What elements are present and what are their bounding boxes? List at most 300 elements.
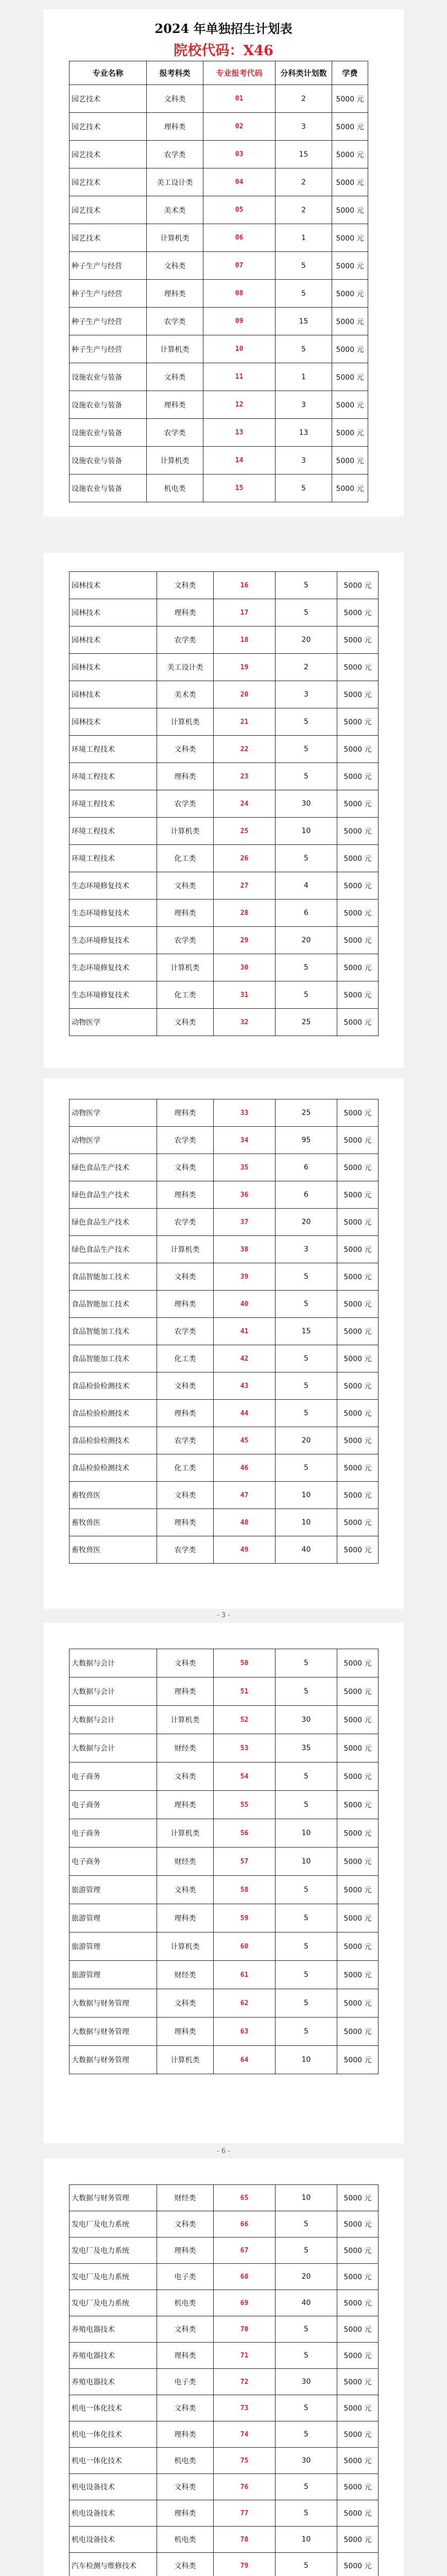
cell-code: 29	[214, 927, 276, 954]
cell-category: 文科类	[157, 1649, 214, 1677]
cell-major: 环境工程技术	[70, 763, 157, 790]
cell-major: 生态环境修复技术	[70, 927, 157, 954]
cell-major: 生态环境修复技术	[70, 872, 157, 900]
cell-plan: 3	[276, 391, 332, 419]
table-row	[70, 1933, 379, 1961]
table-row	[70, 818, 379, 845]
cell-fee: 5000 元	[337, 954, 379, 981]
cell-major: 绿色食品生产技术	[70, 1181, 157, 1209]
cell-fee: 5000 元	[332, 85, 368, 113]
cell-category: 化工类	[157, 845, 214, 872]
cell-plan: 5	[276, 280, 332, 308]
cell-plan: 1	[276, 224, 332, 252]
table-row	[70, 1009, 379, 1036]
cell-major: 动物医学	[70, 1099, 157, 1127]
cell-category: 理科类	[157, 763, 214, 790]
cell-major: 电子商务	[70, 1848, 157, 1876]
cell-code: 37	[214, 1209, 276, 1236]
cell-plan: 10	[276, 818, 337, 845]
cell-category: 财经类	[157, 1848, 214, 1876]
table-row	[70, 2046, 379, 2074]
cell-category: 计算机类	[157, 818, 214, 845]
cell-fee: 5000 元	[337, 2238, 379, 2264]
cell-code: 48	[214, 1509, 276, 1536]
cell-code: 63	[214, 2018, 276, 2046]
cell-major: 机电一体化技术	[70, 2395, 157, 2421]
cell-plan: 6	[276, 900, 337, 927]
cell-fee: 5000 元	[337, 2474, 379, 2500]
cell-category: 理科类	[157, 1400, 214, 1427]
cell-plan: 2	[276, 168, 332, 196]
cell-major: 电子商务	[70, 1791, 157, 1819]
cell-fee: 5000 元	[332, 280, 368, 308]
cell-fee: 5000 元	[337, 1649, 379, 1677]
cell-fee: 5000 元	[337, 2264, 379, 2290]
table-row	[70, 1154, 379, 1181]
cell-plan: 30	[276, 2448, 337, 2474]
cell-fee: 5000 元	[332, 252, 368, 280]
cell-major: 大数据与财务管理	[70, 2046, 157, 2074]
cell-fee: 5000 元	[337, 1791, 379, 1819]
cell-category: 计算机类	[157, 1819, 214, 1848]
cell-category: 计算机类	[147, 447, 203, 474]
cell-fee: 5000 元	[337, 1236, 379, 1263]
table-row	[70, 224, 368, 252]
cell-plan: 5	[276, 2500, 337, 2527]
cell-major: 设施农业与装备	[70, 447, 147, 474]
cell-category: 文科类	[157, 1762, 214, 1791]
cell-code: 75	[214, 2448, 276, 2474]
cell-category: 文科类	[157, 872, 214, 900]
page-number: - 6 -	[217, 2147, 230, 2155]
cell-code: 33	[214, 1099, 276, 1127]
cell-fee: 5000 元	[332, 363, 368, 391]
table-row	[70, 308, 368, 335]
cell-plan: 40	[276, 2290, 337, 2316]
cell-category: 理科类	[157, 1181, 214, 1209]
document-page-5	[43, 2159, 404, 2576]
cell-fee: 5000 元	[337, 1009, 379, 1036]
table-row	[70, 2343, 379, 2369]
cell-major: 设施农业与装备	[70, 363, 147, 391]
cell-code: 56	[214, 1819, 276, 1848]
cell-major: 设施农业与装备	[70, 419, 147, 447]
cell-code: 53	[214, 1734, 276, 1762]
table-row	[70, 572, 379, 599]
cell-code: 50	[214, 1649, 276, 1677]
cell-fee: 5000 元	[332, 391, 368, 419]
cell-major: 大数据与会计	[70, 1649, 157, 1677]
cell-fee: 5000 元	[337, 708, 379, 736]
cell-code: 61	[214, 1961, 276, 1989]
cell-major: 发电厂及电力系统	[70, 2238, 157, 2264]
table-row	[70, 2185, 379, 2211]
cell-category: 农学类	[157, 1536, 214, 1564]
cell-category: 农学类	[157, 1209, 214, 1236]
cell-plan: 1	[276, 363, 332, 391]
cell-major: 机电设备技术	[70, 2474, 157, 2500]
cell-plan: 5	[276, 2553, 337, 2576]
table-row	[70, 1848, 379, 1876]
cell-code: 65	[214, 2185, 276, 2211]
cell-code: 15	[203, 474, 276, 502]
table-row	[70, 763, 379, 790]
cell-plan: 35	[276, 1734, 337, 1762]
cell-category: 美术类	[147, 196, 203, 224]
table-row	[70, 419, 368, 447]
cell-code: 47	[214, 1482, 276, 1509]
cell-category: 文科类	[157, 1154, 214, 1181]
table-row	[70, 1649, 379, 1677]
table-row	[70, 252, 368, 280]
cell-category: 计算机类	[157, 954, 214, 981]
cell-major: 种子生产与经营	[70, 308, 147, 335]
table-row	[70, 2290, 379, 2316]
cell-category: 文科类	[147, 252, 203, 280]
table-row	[70, 1209, 379, 1236]
document-page-2	[43, 553, 404, 1068]
table-row	[70, 1536, 379, 1564]
cell-code: 30	[214, 954, 276, 981]
cell-category: 财经类	[157, 2185, 214, 2211]
cell-fee: 5000 元	[332, 168, 368, 196]
cell-code: 27	[214, 872, 276, 900]
cell-category: 美工设计类	[147, 168, 203, 196]
table-row	[70, 1400, 379, 1427]
cell-fee: 5000 元	[337, 2448, 379, 2474]
cell-category: 理科类	[157, 1509, 214, 1536]
cell-code: 34	[214, 1127, 276, 1154]
table-row	[70, 1509, 379, 1536]
table-row	[70, 1318, 379, 1345]
cell-major: 旅游管理	[70, 1904, 157, 1933]
table-row	[70, 1427, 379, 1454]
table-row	[70, 1099, 379, 1127]
cell-fee: 5000 元	[332, 196, 368, 224]
cell-fee: 5000 元	[337, 1876, 379, 1904]
cell-major: 发电厂及电力系统	[70, 2211, 157, 2238]
cell-fee: 5000 元	[337, 790, 379, 818]
cell-category: 理科类	[147, 113, 203, 141]
cell-code: 71	[214, 2343, 276, 2369]
cell-code: 79	[214, 2553, 276, 2576]
table-row	[70, 447, 368, 474]
cell-major: 食品智能加工技术	[70, 1318, 157, 1345]
cell-plan: 5	[276, 1876, 337, 1904]
cell-code: 44	[214, 1400, 276, 1427]
cell-plan: 30	[276, 2369, 337, 2395]
cell-major: 汽车检测与维修技术	[70, 2553, 157, 2576]
cell-major: 大数据与财务管理	[70, 1989, 157, 2018]
cell-plan: 5	[276, 2343, 337, 2369]
cell-plan: 20	[276, 927, 337, 954]
enrollment-table	[69, 1099, 379, 1564]
enrollment-table	[69, 571, 379, 1036]
cell-fee: 5000 元	[332, 447, 368, 474]
cell-major: 园艺技术	[70, 85, 147, 113]
cell-plan: 5	[276, 1263, 337, 1291]
cell-code: 26	[214, 845, 276, 872]
cell-fee: 5000 元	[337, 818, 379, 845]
table-row	[70, 2474, 379, 2500]
cell-plan: 5	[276, 2421, 337, 2448]
cell-major: 环境工程技术	[70, 818, 157, 845]
cell-code: 41	[214, 1318, 276, 1345]
cell-category: 计算机类	[157, 2046, 214, 2074]
cell-plan: 3	[276, 447, 332, 474]
cell-category: 农学类	[147, 141, 203, 168]
table-row	[70, 1904, 379, 1933]
cell-plan: 5	[276, 2395, 337, 2421]
cell-fee: 5000 元	[337, 1482, 379, 1509]
table-row	[70, 2238, 379, 2264]
cell-category: 文科类	[147, 363, 203, 391]
cell-plan: 5	[276, 2018, 337, 2046]
cell-code: 52	[214, 1706, 276, 1734]
cell-plan: 5	[276, 599, 337, 626]
cell-code: 70	[214, 2316, 276, 2343]
cell-code: 16	[214, 572, 276, 599]
cell-plan: 5	[276, 1762, 337, 1791]
cell-plan: 5	[276, 2238, 337, 2264]
cell-fee: 5000 元	[337, 1706, 379, 1734]
cell-code: 28	[214, 900, 276, 927]
cell-fee: 5000 元	[337, 1345, 379, 1372]
cell-code: 21	[214, 708, 276, 736]
table-row	[70, 168, 368, 196]
cell-code: 38	[214, 1236, 276, 1263]
cell-plan: 15	[276, 1318, 337, 1345]
cell-major: 园林技术	[70, 572, 157, 599]
table-row	[70, 1762, 379, 1791]
cell-category: 理科类	[157, 2238, 214, 2264]
cell-code: 25	[214, 818, 276, 845]
enrollment-table	[69, 1649, 379, 2074]
cell-fee: 5000 元	[332, 474, 368, 502]
cell-code: 35	[214, 1154, 276, 1181]
cell-major: 园林技术	[70, 708, 157, 736]
cell-code: 20	[214, 681, 276, 708]
cell-plan: 2	[276, 654, 337, 681]
cell-plan: 5	[276, 2211, 337, 2238]
cell-major: 园艺技术	[70, 113, 147, 141]
cell-code: 09	[203, 308, 276, 335]
cell-fee: 5000 元	[332, 224, 368, 252]
cell-fee: 5000 元	[337, 1154, 379, 1181]
table-row	[70, 1677, 379, 1706]
cell-fee: 5000 元	[337, 2185, 379, 2211]
cell-code: 22	[214, 736, 276, 763]
cell-fee: 5000 元	[337, 927, 379, 954]
cell-code: 42	[214, 1345, 276, 1372]
cell-category: 理科类	[157, 1099, 214, 1127]
table-row	[70, 1791, 379, 1819]
cell-fee: 5000 元	[337, 2316, 379, 2343]
cell-code: 66	[214, 2211, 276, 2238]
cell-category: 财经类	[157, 1961, 214, 1989]
table-row	[70, 681, 379, 708]
cell-major: 畜牧兽医	[70, 1536, 157, 1564]
cell-category: 理科类	[147, 280, 203, 308]
table-row	[70, 2527, 379, 2553]
cell-category: 电子类	[157, 2264, 214, 2290]
table-row	[70, 1127, 379, 1154]
cell-category: 农学类	[157, 1127, 214, 1154]
cell-code: 43	[214, 1372, 276, 1400]
cell-code: 23	[214, 763, 276, 790]
cell-plan: 4	[276, 872, 337, 900]
cell-fee: 5000 元	[337, 736, 379, 763]
cell-major: 环境工程技术	[70, 845, 157, 872]
cell-category: 美术类	[157, 681, 214, 708]
cell-plan: 13	[276, 419, 332, 447]
table-row	[70, 1989, 379, 2018]
cell-plan: 30	[276, 1706, 337, 1734]
cell-major: 设施农业与装备	[70, 391, 147, 419]
cell-fee: 5000 元	[337, 1734, 379, 1762]
cell-category: 文科类	[157, 2211, 214, 2238]
cell-code: 07	[203, 252, 276, 280]
cell-category: 文科类	[157, 1482, 214, 1509]
table-row	[70, 708, 379, 736]
table-row	[70, 1263, 379, 1291]
cell-major: 发电厂及电力系统	[70, 2290, 157, 2316]
cell-category: 理科类	[147, 391, 203, 419]
cell-code: 10	[203, 335, 276, 363]
table-row	[70, 981, 379, 1009]
cell-code: 03	[203, 141, 276, 168]
cell-fee: 5000 元	[332, 308, 368, 335]
cell-code: 64	[214, 2046, 276, 2074]
cell-plan: 5	[276, 981, 337, 1009]
cell-plan: 5	[276, 708, 337, 736]
cell-fee: 5000 元	[337, 1099, 379, 1127]
cell-code: 45	[214, 1427, 276, 1454]
cell-category: 文科类	[157, 1876, 214, 1904]
cell-plan: 5	[276, 1989, 337, 2018]
cell-fee: 5000 元	[337, 1181, 379, 1209]
school-code: 院校代码：X46	[174, 43, 273, 59]
cell-fee: 5000 元	[337, 1209, 379, 1236]
cell-plan: 3	[276, 1236, 337, 1263]
cell-plan: 5	[276, 1649, 337, 1677]
cell-category: 文科类	[157, 2316, 214, 2343]
cell-major: 绿色食品生产技术	[70, 1236, 157, 1263]
cell-category: 理科类	[157, 2018, 214, 2046]
enrollment-table	[69, 2184, 379, 2576]
table-row	[70, 900, 379, 927]
cell-major: 食品智能加工技术	[70, 1345, 157, 1372]
cell-plan: 95	[276, 1127, 337, 1154]
table-row	[70, 1345, 379, 1372]
table-row	[70, 2448, 379, 2474]
cell-fee: 5000 元	[337, 1509, 379, 1536]
cell-plan: 5	[276, 763, 337, 790]
table-row	[70, 736, 379, 763]
cell-major: 大数据与财务管理	[70, 2185, 157, 2211]
cell-code: 49	[214, 1536, 276, 1564]
cell-code: 31	[214, 981, 276, 1009]
cell-fee: 5000 元	[337, 872, 379, 900]
cell-plan: 5	[276, 1904, 337, 1933]
cell-code: 62	[214, 1989, 276, 2018]
cell-major: 食品检验检测技术	[70, 1427, 157, 1454]
cell-plan: 5	[276, 1961, 337, 1989]
cell-major: 大数据与会计	[70, 1677, 157, 1706]
cell-major: 养殖电器技术	[70, 2343, 157, 2369]
cell-major: 大数据与财务管理	[70, 2018, 157, 2046]
cell-category: 农学类	[157, 1427, 214, 1454]
table-row	[70, 2553, 379, 2576]
cell-category: 农学类	[157, 790, 214, 818]
cell-plan: 5	[276, 1345, 337, 1372]
cell-fee: 5000 元	[337, 1762, 379, 1791]
table-row	[70, 2211, 379, 2238]
cell-major: 养殖电器技术	[70, 2369, 157, 2395]
cell-major: 种子生产与经营	[70, 252, 147, 280]
cell-major: 机电一体化技术	[70, 2421, 157, 2448]
table-row	[70, 2018, 379, 2046]
cell-plan: 15	[276, 141, 332, 168]
table-row	[70, 335, 368, 363]
cell-category: 文科类	[157, 736, 214, 763]
document-title: 2024 年单独招生计划表	[154, 21, 293, 36]
cell-plan: 5	[276, 474, 332, 502]
cell-code: 69	[214, 2290, 276, 2316]
cell-plan: 6	[276, 1181, 337, 1209]
cell-fee: 5000 元	[337, 1400, 379, 1427]
cell-code: 06	[203, 224, 276, 252]
table-row	[70, 599, 379, 626]
cell-plan: 5	[276, 252, 332, 280]
table-row	[70, 196, 368, 224]
cell-code: 55	[214, 1791, 276, 1819]
cell-major: 园林技术	[70, 654, 157, 681]
cell-code: 72	[214, 2369, 276, 2395]
cell-plan: 10	[276, 2185, 337, 2211]
cell-category: 理科类	[157, 599, 214, 626]
cell-category: 理科类	[157, 2421, 214, 2448]
cell-plan: 40	[276, 1536, 337, 1564]
cell-plan: 25	[276, 1009, 337, 1036]
cell-plan: 5	[276, 1791, 337, 1819]
cell-code: 60	[214, 1933, 276, 1961]
cell-major: 园艺技术	[70, 168, 147, 196]
cell-major: 设施农业与装备	[70, 474, 147, 502]
cell-plan: 5	[276, 572, 337, 599]
table-row	[70, 1372, 379, 1400]
cell-plan: 10	[276, 2527, 337, 2553]
table-row	[70, 1482, 379, 1509]
cell-plan: 5	[276, 1677, 337, 1706]
cell-plan: 5	[276, 1291, 337, 1318]
document-page-3	[43, 1078, 404, 1609]
cell-fee: 5000 元	[337, 572, 379, 599]
cell-fee: 5000 元	[337, 599, 379, 626]
cell-fee: 5000 元	[337, 2343, 379, 2369]
cell-plan: 5	[276, 2316, 337, 2343]
cell-code: 24	[214, 790, 276, 818]
cell-plan: 5	[276, 2474, 337, 2500]
cell-category: 机电类	[157, 2448, 214, 2474]
cell-category: 文科类	[157, 2395, 214, 2421]
cell-major: 园艺技术	[70, 224, 147, 252]
table-row	[70, 1291, 379, 1318]
cell-category: 文科类	[157, 1989, 214, 2018]
cell-plan: 10	[276, 1509, 337, 1536]
cell-category: 农学类	[157, 626, 214, 654]
cell-major: 电子商务	[70, 1819, 157, 1848]
